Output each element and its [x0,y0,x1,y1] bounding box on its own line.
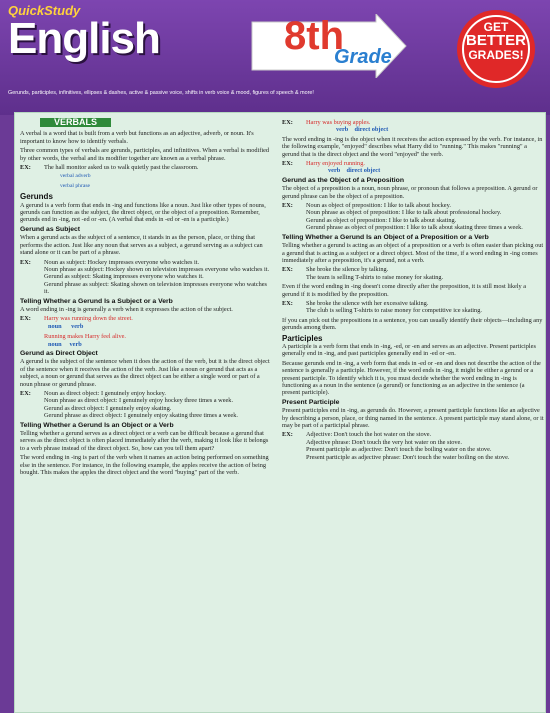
example-text: Harry enjoyed running. [306,160,365,168]
example-text: Gerund phrase as object of preposition: I like to talk about skating three times a week. [306,224,523,232]
present-participle-paragraph: Present participles end in -ing, as gerunds do. However, a present participle functions like an adjective by describing a person, place, or thing named in the sentence. A present participle may stand alone, or it may be part of a participial phrase. [282,407,544,430]
example-tags [44,341,272,348]
tag-direct-object: direct object [346,167,381,175]
heading-object-or-verb: Telling Whether a Gerund Is an Object or a Verb [20,421,174,429]
heading-present-participle: Present Participle [282,398,340,406]
example-tags [44,323,272,330]
example-text: Harry was buying apples. [306,119,371,126]
example-label: EX: [20,164,31,172]
example-text: Noun phrase as object of preposition: I like to talk about professional hockey. [306,209,502,217]
object-paragraph: The word ending in -ing is the object when it receives the action expressed by the verb. For instance, in the following example, "enjoyed" describes what Harry did to "running." This makes "running" a gerund that is the direct object and the word "enjoyed" the verb. [282,135,543,158]
badge-top: GET [483,20,509,34]
example-label: EX: [20,258,31,266]
section-title-verbals: VERBALS [40,118,111,127]
gerunds-paragraph: A gerund is a verb form that ends in -ing and functions like a noun. Just like other types of nouns, gerunds can function as the subject, the direct object, or the object of a preposition. Remember, gerunds end in -ing, not -ed or -en. (A verbal that ends in -ed or -en is a participle.) [20,201,266,224]
example-text: The team is selling T-shirts to raise money for skating. [306,273,444,281]
tag-noun: noun [48,340,62,348]
grade-number: 8th [284,14,344,58]
example-label: EX: [282,119,293,126]
example-label: EX: [282,431,293,439]
subject-paragraph: When a gerund acts as the subject of a sentence, it stands in as the person, place, or thing that performs the action. Just like any noun that serves as a subject, a gerund serving as a subject can stand alone or it can be part of a phrase. [20,234,263,257]
heading-gerunds: Gerunds [20,192,53,202]
example-note: verbal phrase [60,182,90,189]
example-tags [306,167,544,174]
example-text: Noun as object of preposition: I like to talk about hockey. [306,202,451,210]
example-text: Noun phrase as direct object: I genuinely enjoy hockey three times a week. [44,397,234,405]
subject-or-verb-paragraph: A word ending in -ing is generally a verb when it expresses the action of the subject. [20,305,233,313]
example-text: She broke the silence with her excessive talking. [306,299,429,307]
brand-logo: QuickStudy [8,3,81,18]
preposition-or-verb-paragraph-2: Even if the word ending in -ing doesn't come directly after the preposition, it is still most likely a gerund if it is modified by the preposition. [282,283,527,298]
right-column [282,118,544,463]
example-note: verbal adverb [60,173,91,180]
example-text: The club is selling T-shirts to raise money for competitive ice skating. [306,307,482,315]
tag-direct-object: direct object [354,126,389,134]
example-row [282,119,544,134]
example-text: She broke the silence by talking. [306,266,389,274]
page-title: English [8,14,160,63]
example-lines [44,315,272,348]
tag-verb: verb [336,126,349,134]
example-label: EX: [282,160,293,168]
example-row [282,202,544,232]
example-row [20,164,272,171]
example-text: Present participle as adjective phrase: Don't touch the water boiling on the stove. [306,453,510,461]
example-text: Harry was running down the street. [44,315,133,323]
example-row [20,390,272,420]
direct-object-paragraph: A gerund is the subject of the sentence when it does the action of the verb, but it is the direct object of the sentence when it receives the action of the verb. Just like a noun or gerund that acts as a subject, a noun or gerund that serves as the direct object can be either a single word or part of a noun phrase or gerund phrase. [20,358,270,388]
left-column [20,118,272,478]
example-tags [306,126,544,133]
example-label: EX: [282,299,293,307]
example-text: Adjective phrase: Don't touch the very hot water on the stove. [306,438,462,446]
subtitle-topics: Gerunds, participles, infinitives, ellipses & dashes, active & passive voice, shifts in verb voice & mood, figures of speech & more! [8,90,314,96]
example-label: EX: [20,315,31,323]
example-row [20,315,272,348]
example-text: The hall monitor asked us to walk quietly past the classroom. [44,164,199,172]
example-text: Running makes Harry feel alive. [44,333,127,341]
example-lines [306,431,544,461]
grade-label: Grade [334,46,392,68]
heading-direct-object: Gerund as Direct Object [20,349,98,357]
example-lines [306,119,544,134]
example-label: EX: [282,266,293,274]
object-or-verb-paragraph-2: The word ending in -ing is part of the verb when it names an action being performed on something else in the sentence. For instance, in the following example, the apples receive the action of being bought. This makes the apples the direct object and the word "buying" part of the verb. [20,454,269,477]
tag-verb: verb [71,322,84,330]
example-text: Noun phrase as subject: Hockey shown on television impresses everyone who watches it. [44,265,270,273]
example-label: EX: [20,390,31,397]
example-lines [44,390,272,420]
preposition-or-verb-paragraph-1: Telling whether a gerund is acting as an object of a preposition or a verb is often easier than picking out a gerund that is acting as a subject or a direct object. Most of the time, if a word ending in -ing comes immediately after a preposition, it's a gerund, not a verb. [282,242,544,264]
example-text: Adjective: Don't touch the hot water on the stove. [306,431,432,439]
badge-bottom: GRADES! [468,48,524,62]
example-lines [306,202,544,232]
badge-mid: BETTER [466,32,526,49]
heading-gerund-as-subject: Gerund as Subject [20,225,81,233]
heading-object-of-preposition: Gerund as the Object of a Preposition [282,176,404,184]
example-label: EX: [282,202,293,210]
heading-subject-or-verb: Telling Whether a Gerund Is a Subject or a Verb [20,297,173,305]
example-row [20,259,272,296]
heading-participles: Participles [282,333,323,343]
preposition-paragraph: The object of a preposition is a noun, noun phrase, or pronoun that follows a preposition. A gerund or gerund phrase can be the object of a preposition. [282,185,538,200]
example-row [282,300,544,315]
example-text: Gerund as direct object: I genuinely enjoy skating. [44,404,172,412]
tag-noun: noun [48,322,62,330]
example-text: Gerund as subject: Skating impresses everyone who watches it. [44,273,204,281]
example-lines [44,259,272,296]
heading-preposition-or-verb: Telling Whether a Gerund Is an Object of a Preposition or a Verb [282,233,489,241]
tag-verb: verb [69,340,82,348]
example-row [282,160,544,175]
example-text: Present participle as adjective: Don't touch the boiling water on the stove. [306,446,492,454]
badge-text [455,20,537,62]
example-lines [306,266,544,281]
intro-paragraph-1: A verbal is a word that is built from a verb but functions as an adjective, adverb, or noun. It's important to know how to identify verbals. [20,130,254,145]
example-lines [306,160,544,175]
example-text: Noun as direct object: I genuinely enjoy hockey. [44,390,166,397]
example-lines [306,300,544,315]
object-or-verb-paragraph-1: Telling whether a gerund serves as a direct object or a verb can be difficult because a gerund that serves as the direct object is often placed immediately after the verb, making it look like it belongs to a verb phrase instead of the direct object. So, how can you tell them apart? [20,430,269,452]
example-row [282,431,544,461]
tag-verb: verb [328,167,341,175]
example-text: Noun as subject: Hockey impresses everyone who watches it. [44,258,200,266]
participles-paragraph-1: A participle is a verb form that ends in -ing, -ed, or -en and serves as an adjective. Present participles generally end in -ing, and past participles generally end in -ed or -en. [282,342,536,358]
intro-paragraph-2: Three common types of verbals are gerunds, participles, and infinitives. When a verbal is modified by other words, the verbal and its modifier together are known as a verbal phrase. [20,147,270,162]
participles-paragraph-2: Because gerunds end in -ing, a verb form that ends in -ed or -en and does not describe the action of the sentence is generally a participle. However, if the word ends in -ing, it might be either a gerund or a present participle. To identify which it is, you must decide whether the word ending in -ing is functioning as a noun in the sentence (a gerund) or functioning as an adjective in the sentence (a present participle). [282,359,541,397]
example-text: Gerund phrase as subject: Skating shown on television impresses everyone who watches it. [44,280,267,296]
example-row [282,266,544,281]
preposition-or-verb-paragraph-3: If you can pick out the prepositions in a sentence, you can usually identify their objects—including any gerunds among them. [282,316,543,332]
example-text: Gerund as object of preposition: I like to talk about skating. [306,216,457,224]
example-text: Gerund phrase as direct object: I genuinely enjoy skating three times a week. [44,412,238,420]
